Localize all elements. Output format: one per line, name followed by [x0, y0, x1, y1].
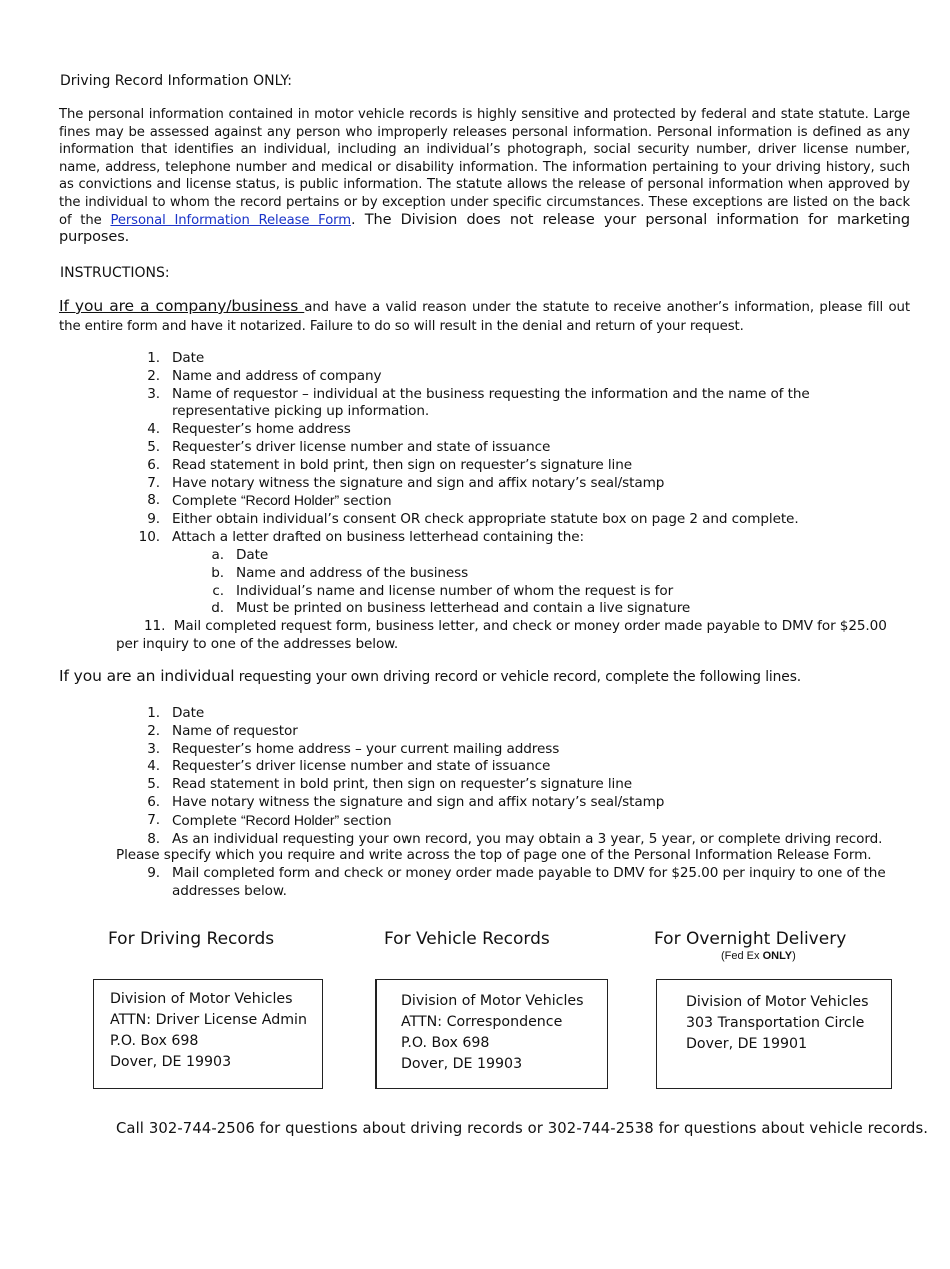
record-holder-term: “Record Holder”	[240, 811, 340, 828]
section-heading: Driving Record Information ONLY:	[60, 73, 292, 89]
instructions-label: INSTRUCTIONS:	[60, 265, 170, 281]
address-line: P.O. Box 698	[401, 1035, 490, 1051]
address-line: ATTN: Driver License Admin	[110, 1012, 307, 1028]
list-item: 5. Read statement in bold print, then sign on requester’s signature line	[147, 776, 633, 793]
list-item: 3. Name of requestor – individual at the business requesting the information and the name of the representative picking up information.	[147, 385, 810, 420]
list-item: 5. Requester’s driver license number and state of issuance	[147, 438, 551, 455]
company-paragraph	[59, 297, 910, 336]
individual-instruction-list	[116, 705, 896, 848]
overnight-delivery-heading: For Overnight Delivery	[654, 929, 847, 949]
address-line: P.O. Box 698	[110, 1033, 199, 1049]
list-item: 10. Attach a letter drafted on business letterhead containing the:	[138, 528, 585, 545]
address-line: Dover, DE 19903	[110, 1054, 232, 1070]
list-item: c. Individual’s name and license number of whom the request is for	[212, 582, 674, 599]
list-item: 4. Requester’s driver license number and state of issuance	[147, 758, 551, 775]
vehicle-records-heading: For Vehicle Records	[384, 929, 550, 949]
list-item: 6. Read statement in bold print, then sign on requester’s signature line	[147, 456, 633, 473]
individual-lead: If you are an individual	[59, 667, 235, 685]
list-item: 7. Have notary witness the signature and sign and affix notary’s seal/stamp	[147, 474, 665, 491]
driving-records-address-box	[93, 979, 323, 1089]
individual-item-8-continued: Please specify which you require and write across the top of page one of the Personal Information Release Form.	[116, 847, 872, 863]
list-item: 8. As an individual requesting your own record, you may obtain a 3 year, 5 year, or complete driving record.	[147, 830, 883, 847]
letter-requirements-list	[180, 547, 780, 618]
list-item: 7. Complete “Record Holder” section	[147, 811, 392, 829]
list-item: 4. Requester’s home address	[147, 421, 351, 438]
list-item: 8. Complete “Record Holder” section	[147, 492, 392, 510]
individual-text: requesting your own driving record or vehicle record, complete the following lines.	[234, 669, 802, 685]
list-item: a. Date	[211, 547, 269, 563]
address-line: Dover, DE 19901	[686, 1036, 808, 1052]
address-line: Division of Motor Vehicles	[110, 991, 293, 1007]
company-lead: If you are a company/business	[59, 297, 305, 315]
intro-text-end: . The Division does not release your personal information for marketing purposes.	[59, 211, 910, 246]
company-item-11: 11. Mail completed request form, business letter, and check or money order made payable to DMV for $25.00	[144, 618, 887, 634]
address-line: Division of Motor Vehicles	[401, 993, 584, 1009]
company-instruction-list	[116, 350, 836, 547]
list-item: d. Must be printed on business letterhead and contain a live signature	[211, 600, 691, 617]
driving-records-heading: For Driving Records	[108, 929, 275, 949]
company-item-11-continued: per inquiry to one of the addresses below.	[116, 636, 399, 652]
list-item: 2. Name of requestor	[147, 722, 298, 739]
contact-phone-line: Call 302-744-2506 for questions about driving records or 302-744-2538 for questions about vehicle records.	[116, 1120, 929, 1137]
list-item: 1. Date	[147, 350, 205, 366]
list-item: 9. Either obtain individual’s consent OR check appropriate statute box on page 2 and complete.	[147, 511, 799, 528]
list-item: 9. Mail completed form and check or money order made payable to DMV for $25.00 per inquiry to one of the addresses below.	[147, 865, 886, 899]
individual-paragraph	[59, 668, 801, 687]
list-item: 6. Have notary witness the signature and sign and affix notary’s seal/stamp	[147, 793, 665, 810]
address-line: Division of Motor Vehicles	[686, 994, 869, 1010]
personal-information-release-form-link[interactable]: Personal Information Release Form	[110, 212, 351, 228]
overnight-delivery-address-box	[656, 979, 892, 1089]
company-text: and have a valid reason under the statute to receive another’s information, please fill out the entire form and have it notarized. Failure to do so will result in the denial and return of your request.	[59, 300, 910, 334]
list-item: 2. Name and address of company	[147, 367, 382, 384]
list-item: 1. Date	[147, 705, 205, 721]
list-item: 3. Requester’s home address – your current mailing address	[147, 740, 560, 757]
intro-paragraph	[59, 106, 910, 247]
vehicle-records-address-box	[375, 979, 608, 1089]
fedex-note: (Fed Ex ONLY)	[721, 950, 796, 962]
address-line: Dover, DE 19903	[401, 1056, 523, 1072]
address-line: 303 Transportation Circle	[686, 1015, 865, 1031]
individual-instruction-list-end	[116, 865, 896, 901]
intro-text: The personal information contained in motor vehicle records is highly sensitive and protected by federal and state statute. Large fines may be assessed against any person who improperly releases personal information. Personal information is defined as any information that identifies an individual, including an individual’s photograph, social security number, driver license number, name, address, telephone number and medical or disability information. The information pertaining to your driving history, such as convictions and license status, is public information. The statute allows the release of personal information when approved by the individual to whom the record pertains or by exception under specific circumstances. These exceptions are listed on the back of the	[59, 107, 910, 228]
list-item: b. Name and address of the business	[211, 564, 469, 581]
address-line: ATTN: Correspondence	[401, 1014, 563, 1030]
record-holder-term: “Record Holder”	[240, 492, 340, 509]
